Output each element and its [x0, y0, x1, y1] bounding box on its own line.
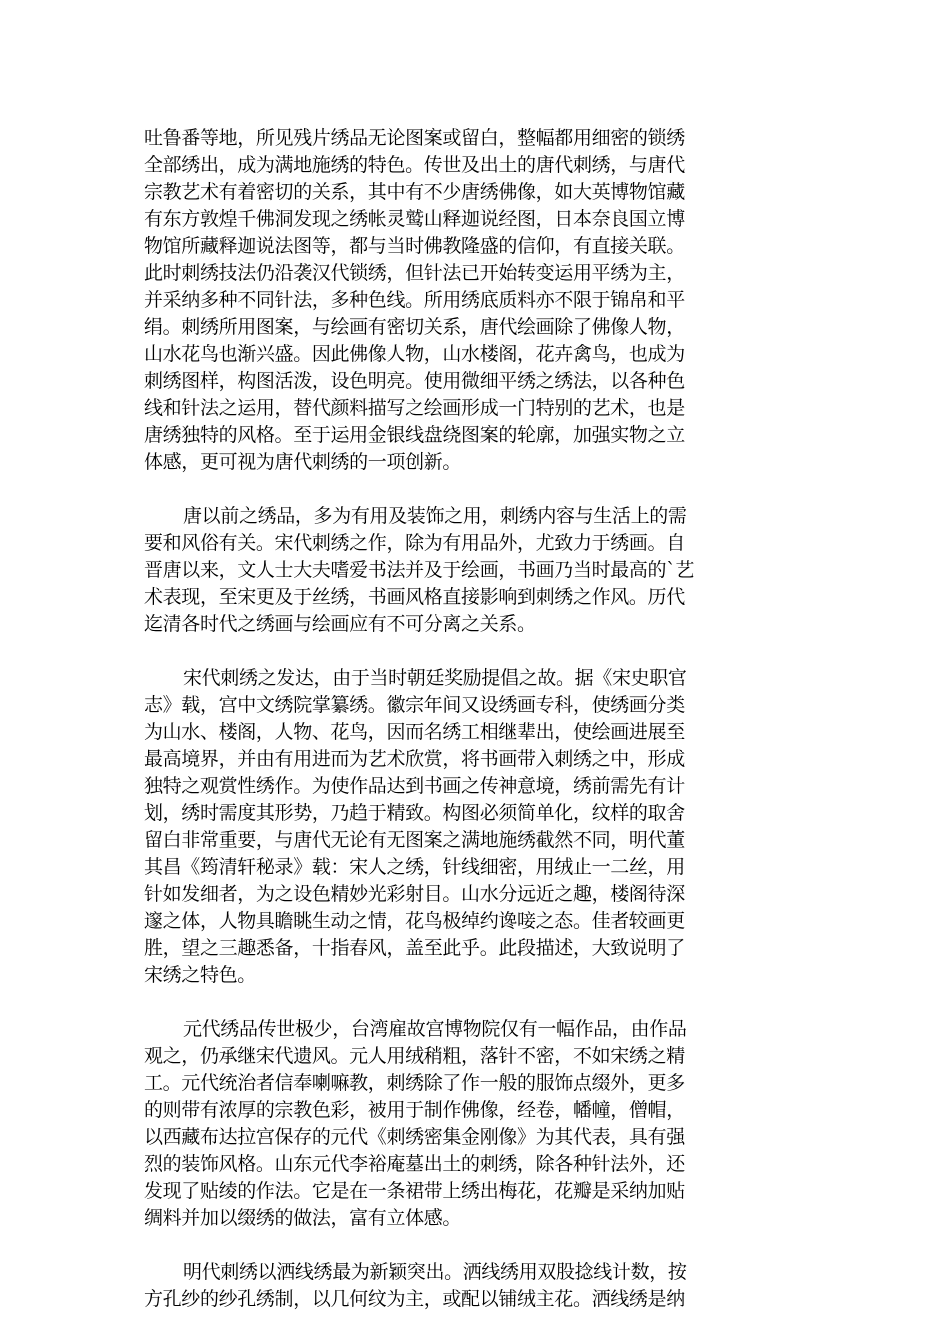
text-line: 志》载，宫中文绣院掌纂绣。徽宗年间又设绣画专科，使绣画分类	[144, 694, 685, 716]
text-line: 体感，更可视为唐代刺绣的一项创新。	[144, 451, 462, 473]
text-line: 晋唐以来，文人士大夫嗜爱书法并及于绘画，书画乃当时最高的`艺	[144, 559, 695, 581]
text-line: 此时刺绣技法仍沿袭汉代锁绣，但针法已开始转变运用平绣为主，	[144, 262, 685, 284]
text-line: 唐绣独特的风格。至于运用金银线盘绕图案的轮廓，加强实物之立	[144, 424, 685, 446]
paragraph-pre-tang-to-song	[144, 503, 814, 638]
text-line: 吐鲁番等地，所见残片绣品无论图案或留白，整幅都用细密的锁绣	[144, 127, 685, 149]
text-line: 划，绣时需度其形势，乃趋于精致。构图必须简单化，纹样的取舍	[144, 802, 685, 824]
text-line: 明代刺绣以洒线绣最为新颖突出。洒线绣用双股捻线计数，按	[183, 1261, 687, 1283]
text-line: 留白非常重要，与唐代无论有无图案之满地施绣截然不同，明代董	[144, 829, 685, 851]
text-line: 迄清各时代之绣画与绘画应有不可分离之关系。	[144, 613, 536, 635]
paragraph-ming-embroidery	[144, 1259, 814, 1313]
text-line: 方孔纱的纱孔绣制，以几何纹为主，或配以铺绒主花。洒线绣是纳	[144, 1288, 685, 1310]
text-line: 绸料并加以缀绣的做法，富有立体感。	[144, 1207, 462, 1229]
text-line: 全部绣出，成为满地施绣的特色。传世及出土的唐代刺绣，与唐代	[144, 154, 685, 176]
text-line: 工。元代统治者信奉喇嘛教，刺绣除了作一般的服饰点缀外，更多	[144, 1072, 685, 1094]
text-line: 胜，望之三趣悉备，十指春风，盖至此乎。此段描述，大致说明了	[144, 937, 685, 959]
text-line: 独特之观赏性绣作。为使作品达到书画之传神意境，绣前需先有计	[144, 775, 685, 797]
text-line: 物馆所藏释迦说法图等，都与当时佛教隆盛的信仰，有直接关联。	[144, 235, 685, 257]
text-line: 绢。刺绣所用图案，与绘画有密切关系，唐代绘画除了佛像人物，	[144, 316, 685, 338]
text-line: 宋代刺绣之发达，由于当时朝廷奖励提倡之故。据《宋史职官	[183, 667, 687, 689]
text-line: 元代绣品传世极少，台湾雇故宫博物院仅有一幅作品，由作品	[183, 1018, 687, 1040]
text-line: 术表现，至宋更及于丝绣，书画风格直接影响到刺绣之作风。历代	[144, 586, 685, 608]
text-line: 为山水、楼阁，人物、花鸟，因而名绣工相继辈出，使绘画进展至	[144, 721, 685, 743]
text-line: 山水花鸟也渐兴盛。因此佛像人物，山水楼阁，花卉禽鸟，也成为	[144, 343, 685, 365]
text-line: 其昌《筠清轩秘录》载：宋人之绣，针线细密，用绒止一二丝，用	[144, 856, 685, 878]
text-line: 以西藏布达拉宫保存的元代《刺绣密集金刚像》为其代表，具有强	[144, 1126, 685, 1148]
text-line: 的则带有浓厚的宗教色彩，被用于制作佛像，经卷，幡幢，僧帽，	[144, 1099, 685, 1121]
text-line: 唐以前之绣品，多为有用及装饰之用，刺绣内容与生活上的需	[183, 505, 687, 527]
text-line: 邃之体，人物具瞻眺生动之情，花鸟极绰约谗唼之态。佳者较画更	[144, 910, 685, 932]
article-body	[144, 125, 814, 1340]
text-line: 宗教艺术有着密切的关系，其中有不少唐绣佛像，如大英博物馆藏	[144, 181, 685, 203]
text-line: 并采纳多种不同针法，多种色线。所用绣底质料亦不限于锦帛和平	[144, 289, 685, 311]
text-line: 宋绣之特色。	[144, 964, 256, 986]
paragraph-tang-embroidery	[144, 125, 814, 476]
text-line: 有东方敦煌千佛洞发现之绣帐灵鹫山释迦说经图，日本奈良国立博	[144, 208, 685, 230]
text-line: 最高境界，并由有用进而为艺术欣赏，将书画带入刺绣之中，形成	[144, 748, 685, 770]
text-line: 针如发细者，为之设色精妙光彩射目。山水分远近之趣，楼阁待深	[144, 883, 685, 905]
text-line: 烈的装饰风格。山东元代李裕庵墓出土的刺绣，除各种针法外，还	[144, 1153, 685, 1175]
paragraph-song-embroidery	[144, 665, 814, 989]
text-line: 刺绣图样，构图活泼，设色明亮。使用微细平绣之绣法，以各种色	[144, 370, 685, 392]
text-line: 线和针法之运用，替代颜料描写之绘画形成一门特别的艺术，也是	[144, 397, 685, 419]
text-line: 要和风俗有关。宋代刺绣之作，除为有用品外，尤致力于绣画。自	[144, 532, 685, 554]
text-line: 发现了贴绫的作法。它是在一条裙带上绣出梅花，花瓣是采纳加贴	[144, 1180, 685, 1202]
text-line: 观之，仍承继宋代遗风。元人用绒稍粗，落针不密，不如宋绣之精	[144, 1045, 685, 1067]
paragraph-yuan-embroidery	[144, 1016, 814, 1232]
